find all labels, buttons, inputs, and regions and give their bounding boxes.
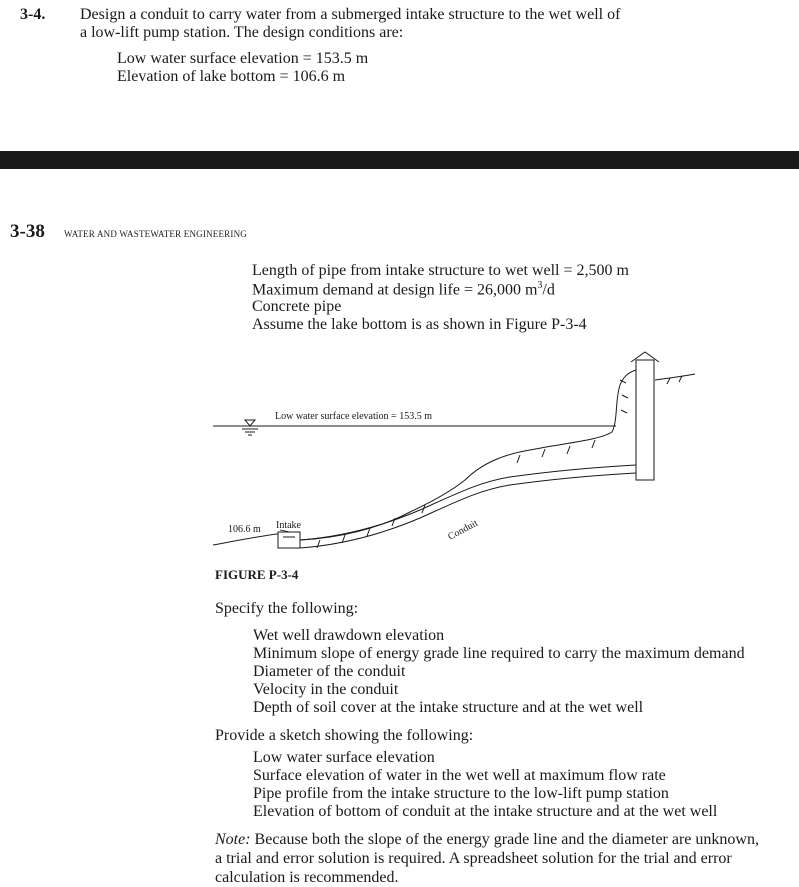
sketch-heading: Provide a sketch showing the following: bbox=[215, 727, 474, 744]
intake-label: Intake bbox=[276, 520, 301, 531]
given-pipe: Concrete pipe bbox=[252, 298, 342, 315]
note-paragraph bbox=[215, 830, 760, 887]
running-head: WATER AND WASTEWATER ENGINEERING bbox=[64, 229, 247, 239]
sketch-item: Elevation of bottom of conduit at the intake structure and at the wet well bbox=[253, 803, 718, 820]
problem-number: 3-4. bbox=[20, 6, 46, 23]
note-text: Because both the slope of the energy grade line and the diameter are unknown, a trial and error solution is required. A spreadsheet solution for the trial and error calculation is recommended. bbox=[215, 831, 759, 886]
note-label: Note: bbox=[215, 831, 251, 848]
intake-structure bbox=[278, 532, 300, 548]
specify-item: Minimum slope of energy grade line required to carry the maximum demand bbox=[253, 645, 745, 662]
water-level-symbol bbox=[245, 420, 255, 426]
given-length: Length of pipe from intake structure to wet well = 2,500 m bbox=[252, 262, 629, 279]
given-demand: Maximum demand at design life = 26,000 $m^3/d$ bbox=[252, 280, 555, 299]
given-assume: Assume the lake bottom is as shown in Figure P-3-4 bbox=[252, 316, 587, 333]
sketch-item: Surface elevation of water in the wet well at maximum flow rate bbox=[253, 767, 666, 784]
bottom-elevation-label: 106.6 m bbox=[228, 524, 261, 535]
figure-caption: FIGURE P-3-4 bbox=[215, 567, 299, 582]
sketch-item: Low water surface elevation bbox=[253, 749, 435, 766]
specify-item: Diameter of the conduit bbox=[253, 663, 406, 680]
ground-profile bbox=[213, 370, 636, 545]
figure-p-3-4 bbox=[200, 345, 720, 575]
conduit-lower bbox=[300, 473, 636, 548]
problem-text-line-2: a low-lift pump station. The design conditions are: bbox=[80, 24, 404, 41]
wet-well bbox=[636, 360, 654, 480]
condition-lake-bottom: Elevation of lake bottom = 106.6 m bbox=[117, 68, 346, 85]
conduit-label: Conduit bbox=[446, 517, 480, 543]
specify-item: Depth of soil cover at the intake structure and at the wet well bbox=[253, 699, 644, 716]
page-number: 3-38 bbox=[10, 221, 45, 242]
ground-right bbox=[655, 374, 695, 380]
sketch-item: Pipe profile from the intake structure to the low-lift pump station bbox=[253, 785, 669, 802]
specify-item: Velocity in the conduit bbox=[253, 681, 399, 698]
page-divider-bar bbox=[0, 151, 799, 169]
specify-item: Wet well drawdown elevation bbox=[253, 627, 445, 644]
specify-heading: Specify the following: bbox=[215, 600, 359, 617]
condition-low-water: Low water surface elevation = 153.5 m bbox=[117, 50, 369, 67]
problem-text-line-1: Design a conduit to carry water from a submerged intake structure to the wet well of bbox=[80, 6, 621, 23]
water-elevation-label: Low water surface elevation = 153.5 m bbox=[275, 411, 432, 422]
